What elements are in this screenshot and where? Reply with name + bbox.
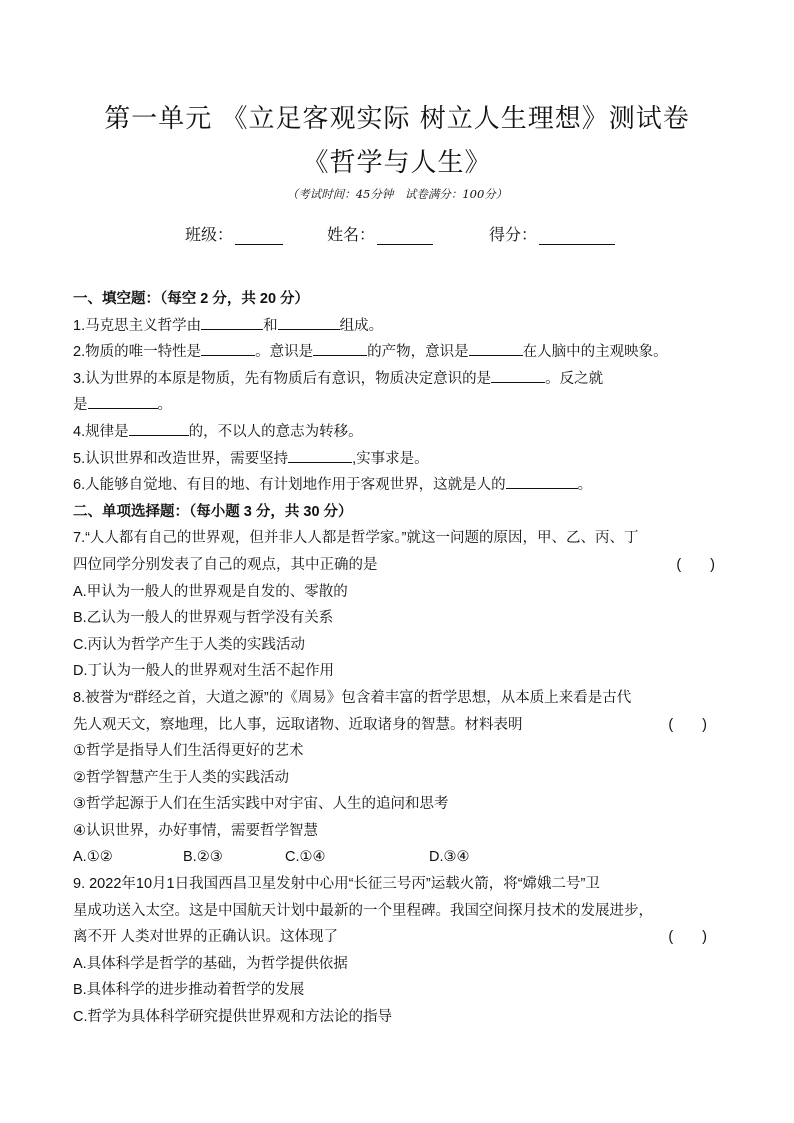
question-text: 3.认为世界的本原是物质，先有物质后有意识，物质决定意识的是 <box>73 370 492 387</box>
answer-blank[interactable] <box>491 367 545 383</box>
question-text: 4.规律是 <box>73 423 129 440</box>
question-text: 。 <box>577 477 593 494</box>
answer-blank[interactable] <box>201 314 263 330</box>
question-text: 在人脑中的主观映象。 <box>522 344 668 361</box>
statement-3: ③哲学起源于人们在生活实践中对宇宙、人生的追问和思考 <box>73 796 449 813</box>
answer-blank[interactable] <box>201 340 255 356</box>
option-b: B.乙认为一般人的世界观与哲学没有关系 <box>73 610 334 627</box>
question-text: 。意识是 <box>255 344 314 361</box>
question-8-stem-end <box>73 712 723 739</box>
question-text: 组成。 <box>339 317 384 334</box>
option-c: C.丙认为哲学产生于人类的实践活动 <box>73 636 305 653</box>
option-d: D.③④ <box>429 849 470 866</box>
student-info-row <box>185 222 655 245</box>
question-text: 是 <box>73 397 88 414</box>
question-9-stem-2: 星成功送入太空。这是中国航天计划中最新的一个里程碑。我国空间探月技术的发展进步， <box>73 902 653 919</box>
question-text: 6.人能够自觉地、有目的地、有计划地作用于客观世界，这就是人的 <box>73 477 506 494</box>
answer-parentheses[interactable]: ( ) <box>668 716 707 733</box>
question-9-stem-end <box>73 924 723 951</box>
answer-blank[interactable] <box>288 447 352 463</box>
option-a: A.甲认为一般人的世界观是自发的、零散的 <box>73 583 348 600</box>
option-c: C.哲学为具体科学研究提供世界观和方法论的指导 <box>73 1009 392 1026</box>
question-8-stem: 8.被誉为“群经之首，大道之源”的《周易》包含着丰富的哲学思想，从本质上来看是古代 <box>73 689 632 706</box>
question-3 <box>73 366 723 393</box>
question-text: 的，不以人的意志为转移。 <box>188 423 363 440</box>
section-heading: 一、填空题：（每空 2 分，共 20 分） <box>73 291 310 307</box>
question-text: ,实事求是。 <box>352 450 429 467</box>
exam-info: （考试时间：45分钟 试卷满分：100分） <box>286 187 508 201</box>
answer-blank[interactable] <box>278 314 340 330</box>
name-blank[interactable] <box>377 228 433 245</box>
option-b: B.具体科学的进步推动着哲学的发展 <box>73 982 305 999</box>
page-title: 第一单元 《立足客观实际 树立人生理想》测试卷 <box>104 104 690 134</box>
option-a: A.具体科学是哲学的基础，为哲学提供依据 <box>73 955 348 972</box>
question-6 <box>73 472 723 499</box>
question-text: 2.物质的唯一特性是 <box>73 344 202 361</box>
option-b: B.②③ <box>183 849 223 866</box>
question-7-stem: 7.“人人都有自己的世界观，但并非人人都是哲学家。”就这一问题的原因，甲、乙、丙、丁 <box>73 530 639 547</box>
question-text: 5.认识世界和改造世界，需要坚持 <box>73 450 289 467</box>
statement-4: ④认识世界，办好事情，需要哲学智慧 <box>73 822 318 839</box>
question-text: 先人观天文，察地理，比人事，远取诸物、近取诸身的智慧。材料表明 <box>73 716 523 733</box>
class-label: 班级： <box>185 227 234 244</box>
question-8-options <box>73 844 723 871</box>
answer-blank[interactable] <box>506 473 578 489</box>
question-4 <box>73 419 723 446</box>
question-3-continued <box>73 392 723 419</box>
name-field <box>327 222 433 245</box>
book-title: 《哲学与人生》 <box>302 148 492 178</box>
question-1 <box>73 313 723 340</box>
answer-blank[interactable] <box>88 393 158 409</box>
option-c: C.①④ <box>285 849 326 866</box>
answer-blank[interactable] <box>313 340 367 356</box>
question-9-stem: 9. 2022年10月1日我国西昌卫星发射中心用“长征三号丙”运载火箭，将“嫦娥二号”卫 <box>73 876 600 893</box>
answer-parentheses[interactable]: ( ) <box>668 929 707 946</box>
question-text: 的产物，意识是 <box>367 344 469 361</box>
answer-parentheses[interactable]: ( ) <box>676 556 715 573</box>
statement-1: ①哲学是指导人们生活得更好的艺术 <box>73 743 304 760</box>
question-text: 。反之就 <box>545 370 604 387</box>
score-field <box>489 222 615 245</box>
name-label: 姓名： <box>327 227 376 244</box>
answer-blank[interactable] <box>129 420 189 436</box>
option-d: D.丁认为一般人的世界观对生活不起作用 <box>73 663 334 680</box>
question-text: 四位同学分别发表了自己的观点，其中正确的是 <box>73 556 378 573</box>
question-2 <box>73 339 723 366</box>
score-label: 得分： <box>489 227 538 244</box>
class-blank[interactable] <box>235 228 283 245</box>
section-heading: 二、单项选择题：（每小题 3 分，共 30 分） <box>73 503 353 520</box>
question-7-stem-end <box>73 552 723 579</box>
answer-blank[interactable] <box>469 340 523 356</box>
class-field <box>185 222 283 245</box>
option-a: A.①② <box>73 849 113 866</box>
score-blank[interactable] <box>539 228 615 245</box>
question-5 <box>73 446 723 473</box>
question-text: 离不开 人类对世界的正确认识。这体现了 <box>73 929 339 946</box>
exam-content <box>73 286 723 1031</box>
statement-2: ②哲学智慧产生于人类的实践活动 <box>73 769 289 786</box>
question-text: 和 <box>263 317 278 334</box>
question-text: 。 <box>157 397 172 414</box>
question-text: 1.马克思主义哲学由 <box>73 317 202 334</box>
